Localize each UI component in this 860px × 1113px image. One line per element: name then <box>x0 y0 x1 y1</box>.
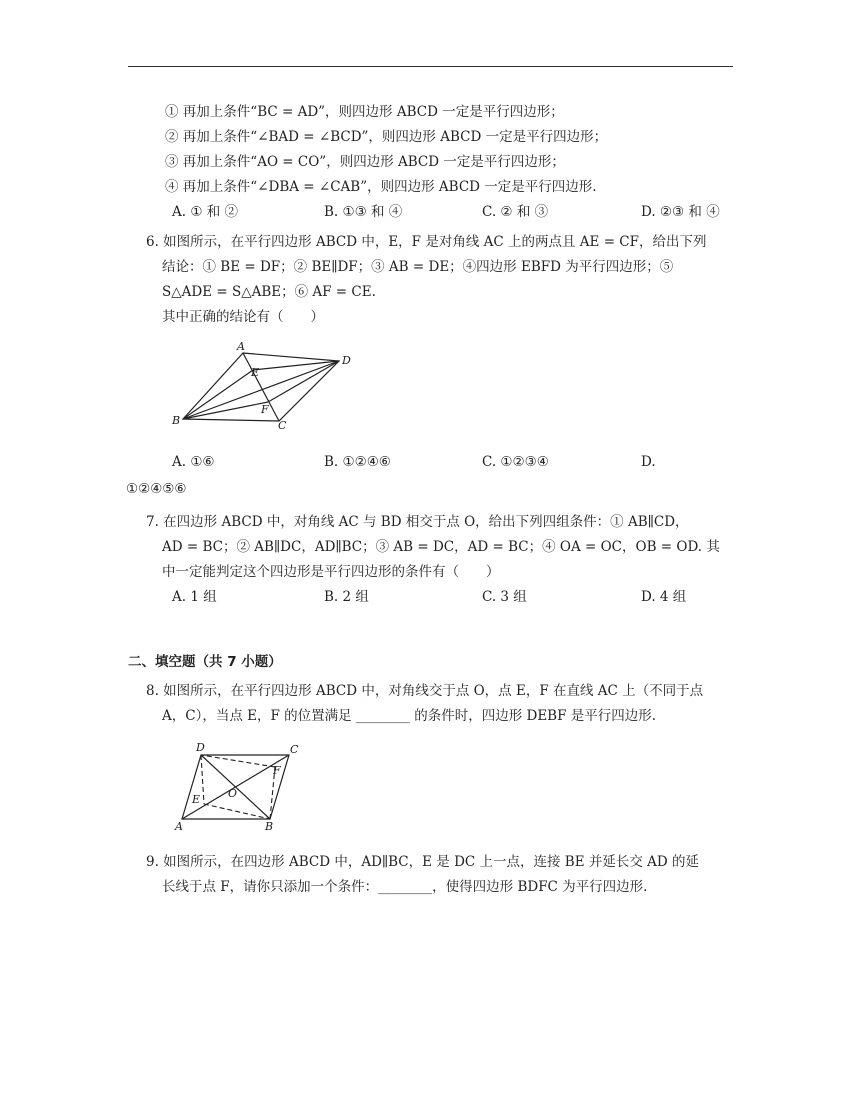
q7-option-b: B. 2 组 <box>324 589 369 605</box>
q7-option-c: C. 3 组 <box>482 589 527 605</box>
q5-option-b: B. ①③ 和 ④ <box>324 204 403 220</box>
q9-stem-line-2: 长线于点 F，请你只添加一个条件：________，使得四边形 BDFC 为平行四边形. <box>162 879 648 895</box>
q6-option-d-continued: ①②④⑤⑥ <box>126 481 187 497</box>
q6-label-f: F <box>261 403 269 416</box>
q8-label-o: O <box>228 787 238 800</box>
section-title-fill-in: 二、填空题（共 7 小题） <box>128 654 282 670</box>
q8-label-a: A <box>175 820 183 833</box>
q6-option-a: A. ①⑥ <box>172 454 215 470</box>
q5-condition-3: ③ 再加上条件“AO = CO”，则四边形 ABCD 一定是平行四边形； <box>165 154 565 170</box>
q7-option-d: D. 4 组 <box>641 589 687 605</box>
q8-parallelogram-figure <box>170 740 310 835</box>
q7-stem-line-1: 7. 在四边形 ABCD 中，对角线 AC 与 BD 相交于点 O，给出下列四组条件：① AB∥CD， <box>146 514 689 530</box>
q9-stem-line-1: 9. 如图所示，在四边形 ABCD 中，AD∥BC，E 是 DC 上一点，连接 BE 并延长交 AD 的延 <box>146 854 700 870</box>
q6-stem-line-1: 6. 如图所示，在平行四边形 ABCD 中，E，F 是对角线 AC 上的两点且 AE = CF，给出下列 <box>146 234 707 250</box>
q8-stem-line-2: A，C），当点 E，F 的位置满足 ________ 的条件时，四边形 DEBF 是平行四边形. <box>162 708 657 724</box>
q5-condition-1: ① 再加上条件“BC = AD”，则四边形 ABCD 一定是平行四边形； <box>165 104 564 120</box>
q5-option-c: C. ② 和 ③ <box>482 204 549 220</box>
q7-stem-line-2: AD = BC；② AB∥DC，AD∥BC；③ AB = DC，AD = BC；④ OA = OC，OB = OD. 其 <box>162 539 720 555</box>
q5-option-d: D. ②③ 和 ④ <box>641 204 720 220</box>
q6-stem-line-3: S△ADE = S△ABE；⑥ AF = CE. <box>162 284 376 300</box>
q6-label-b: B <box>172 414 181 427</box>
q6-option-b: B. ①②④⑥ <box>324 454 391 470</box>
q6-stem-line-4: 其中正确的结论有（ ） <box>162 309 324 325</box>
q8-label-e: E <box>192 793 201 806</box>
q5-condition-2: ② 再加上条件“∠BAD = ∠BCD”，则四边形 ABCD 一定是平行四边形； <box>165 129 608 145</box>
q5-option-a: A. ① 和 ② <box>172 204 239 220</box>
q6-label-d: D <box>342 354 351 367</box>
header-rule <box>128 66 733 67</box>
q6-parallelogram-figure <box>170 340 360 435</box>
q8-label-b: B <box>265 820 274 833</box>
q8-label-d: D <box>196 741 205 754</box>
q7-stem-line-3: 中一定能判定这个四边形是平行四边形的条件有（ ） <box>162 564 500 580</box>
q6-stem-line-2: 结论：① BE = DF；② BE∥DF；③ AB = DE；④四边形 EBFD 为平行四边形；⑤ <box>162 259 674 275</box>
q8-label-c: C <box>290 743 299 756</box>
q6-option-c: C. ①②③④ <box>482 454 549 470</box>
q8-label-f: F <box>273 764 281 777</box>
q6-label-e: E <box>251 366 260 379</box>
q8-stem-line-1: 8. 如图所示，在平行四边形 ABCD 中，对角线交于点 O，点 E，F 在直线 AC 上（不同于点 <box>146 683 704 699</box>
q7-option-a: A. 1 组 <box>172 589 217 605</box>
q6-label-c: C <box>278 419 287 432</box>
q6-option-d: D. <box>641 454 656 470</box>
q5-condition-4: ④ 再加上条件“∠DBA = ∠CAB”，则四边形 ABCD 一定是平行四边形. <box>165 179 597 195</box>
q6-label-a: A <box>237 340 245 353</box>
